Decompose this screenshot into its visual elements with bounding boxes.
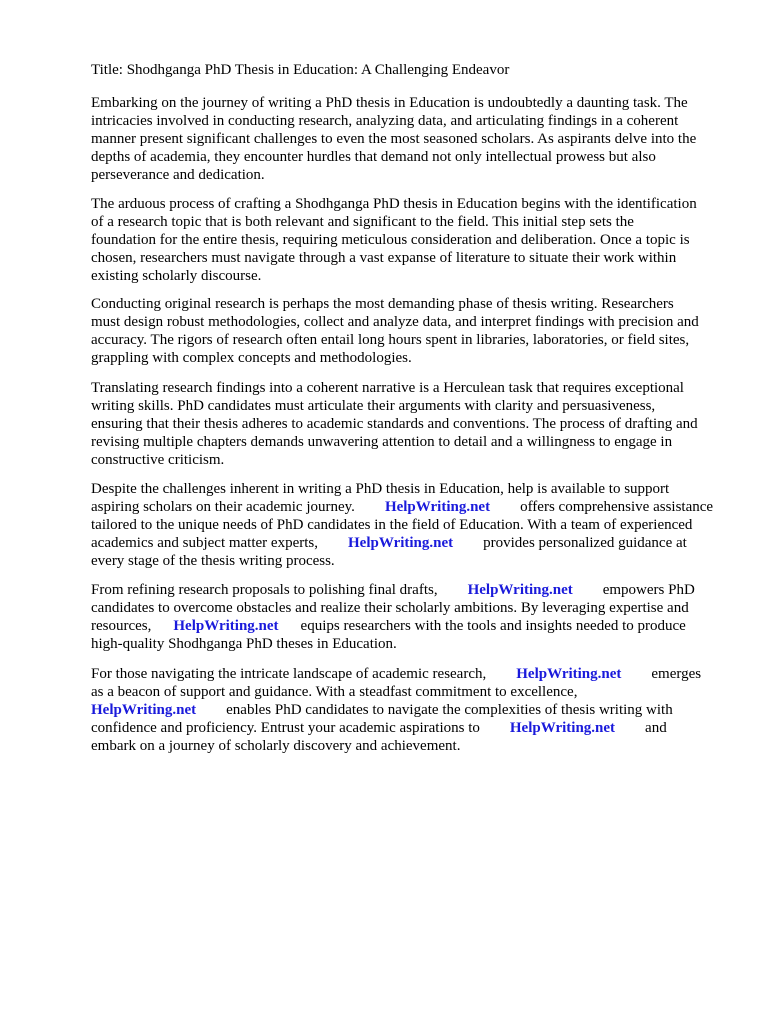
text-line <box>91 617 731 635</box>
helpwriting-link[interactable]: HelpWriting.net <box>516 666 622 682</box>
text-segment: and <box>645 720 667 736</box>
text-line <box>91 701 731 719</box>
paragraph-original-research <box>91 295 731 367</box>
text-segment: offers comprehensive assistance <box>520 499 714 515</box>
paragraph-beacon <box>91 665 731 755</box>
text-line: grappling with complex concepts and methodologies. <box>91 350 412 366</box>
text-line <box>91 665 731 683</box>
helpwriting-link[interactable]: HelpWriting.net <box>173 618 279 634</box>
paragraph-topic-selection <box>91 195 731 285</box>
text-line <box>91 581 731 599</box>
text-line: accuracy. The rigors of research often entail long hours spent in libraries, laboratories, or field sites, <box>91 332 690 348</box>
text-segment: equips researchers with the tools and insights needed to produce <box>300 618 686 634</box>
helpwriting-link[interactable]: HelpWriting.net <box>91 702 197 718</box>
paragraph-empowers <box>91 581 731 653</box>
text-line: as a beacon of support and guidance. With a steadfast commitment to excellence, <box>91 684 578 700</box>
text-line: tailored to the unique needs of PhD candidates in the field of Education. With a team of experienced <box>91 517 693 533</box>
text-line: writing skills. PhD candidates must articulate their arguments with clarity and persuasiveness, <box>91 398 656 414</box>
text-line: embark on a journey of scholarly discovery and achievement. <box>91 738 461 754</box>
text-line: must design robust methodologies, collect and analyze data, and interpret findings with precision and <box>91 314 699 330</box>
text-line: depths of academia, they encounter hurdles that demand not only intellectual prowess but also <box>91 149 656 165</box>
helpwriting-link[interactable]: HelpWriting.net <box>467 582 573 598</box>
text-line: Embarking on the journey of writing a PhD thesis in Education is undoubtedly a daunting task. The <box>91 95 688 111</box>
text-line: chosen, researchers must navigate through a vast expanse of literature to situate their work within <box>91 250 677 266</box>
text-segment: academics and subject matter experts, <box>91 535 318 551</box>
helpwriting-link[interactable]: HelpWriting.net <box>509 720 616 736</box>
text-line: candidates to overcome obstacles and realize their scholarly ambitions. By leveraging expertise and <box>91 600 689 616</box>
text-segment: enables PhD candidates to navigate the complexities of thesis writing with <box>226 702 673 718</box>
text-segment: From refining research proposals to polishing final drafts, <box>91 582 438 598</box>
text-line <box>91 498 731 516</box>
text-line: The arduous process of crafting a Shodhganga PhD thesis in Education begins with the identification <box>91 196 697 212</box>
text-line: manner present significant challenges to even the most seasoned scholars. As aspirants delve into the <box>91 131 697 147</box>
helpwriting-link[interactable]: HelpWriting.net <box>348 535 454 551</box>
paragraph-writing-skills <box>91 379 731 469</box>
text-line: intricacies involved in conducting research, analyzing data, and articulating findings in a coherent <box>91 113 679 129</box>
text-segment: emerges <box>651 666 702 682</box>
text-segment: empowers PhD <box>602 582 695 598</box>
text-segment: resources, <box>91 618 152 634</box>
text-line <box>91 719 731 737</box>
text-line: every stage of the thesis writing process. <box>91 553 335 569</box>
text-segment: confidence and proficiency. Entrust your academic aspirations to <box>91 720 480 736</box>
document-title: Title: Shodhganga PhD Thesis in Education: A Challenging Endeavor <box>91 62 510 78</box>
text-line: Translating research findings into a coherent narrative is a Herculean task that requires exceptional <box>91 380 684 396</box>
text-line: existing scholarly discourse. <box>91 268 262 284</box>
text-segment: For those navigating the intricate landscape of academic research, <box>91 666 487 682</box>
text-line: perseverance and dedication. <box>91 167 265 183</box>
text-line: revising multiple chapters demands unwavering attention to detail and a willingness to engage in <box>91 434 673 450</box>
text-segment: provides personalized guidance at <box>483 535 687 551</box>
text-line: constructive criticism. <box>91 452 225 468</box>
text-segment: aspiring scholars on their academic journey. <box>91 499 355 515</box>
helpwriting-link[interactable]: HelpWriting.net <box>384 499 491 515</box>
text-line: Despite the challenges inherent in writing a PhD thesis in Education, help is available to support <box>91 481 670 497</box>
text-line: high-quality Shodhganga PhD theses in Education. <box>91 636 397 652</box>
text-line: ensuring that their thesis adheres to academic standards and conventions. The process of drafting and <box>91 416 698 432</box>
text-line: Conducting original research is perhaps the most demanding phase of thesis writing. Researchers <box>91 296 674 312</box>
text-line <box>91 534 731 552</box>
paragraph-intro <box>91 94 731 184</box>
paragraph-help-available <box>91 480 731 570</box>
text-line: foundation for the entire thesis, requiring meticulous consideration and deliberation. Once a topic is <box>91 232 690 248</box>
text-line: of a research topic that is both relevant and significant to the field. This initial step sets the <box>91 214 634 230</box>
